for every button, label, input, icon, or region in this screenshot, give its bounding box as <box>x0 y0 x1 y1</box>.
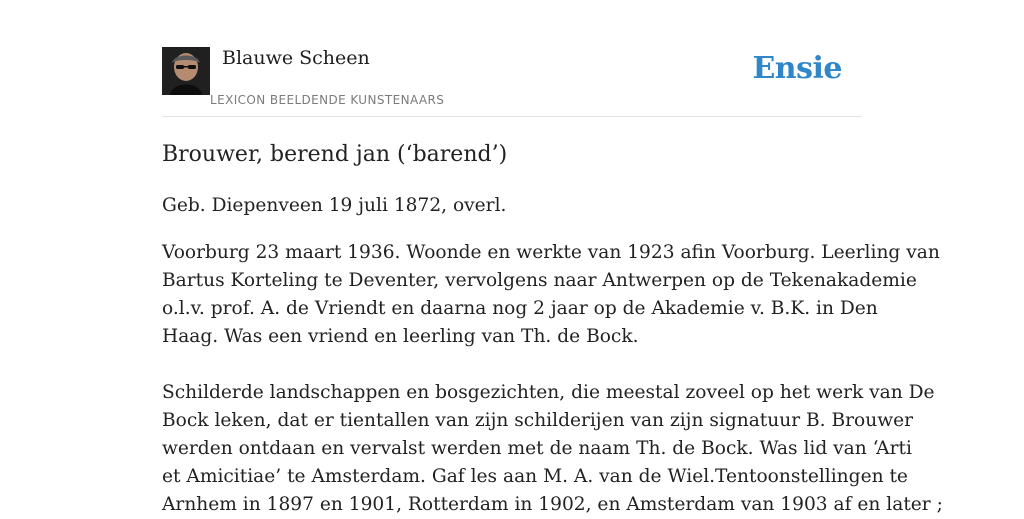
body-line: Bartus Korteling te Deventer, vervolgens naar Antwerpen op de Tekenakademie <box>162 270 917 291</box>
author-avatar[interactable] <box>162 47 210 95</box>
article-page <box>162 0 943 515</box>
author-name[interactable]: Blauwe Scheen <box>222 47 370 69</box>
body-line: o.l.v. prof. A. de Vriendt en daarna nog 2 jaar op de Akademie v. B.K. in Den <box>162 298 878 319</box>
article-body <box>162 239 943 519</box>
body-line: et Amicitiae’ te Amsterdam. Gaf les aan M. A. van de Wiel.Tentoonstellingen te <box>162 466 908 487</box>
body-line: Haag. Was een vriend en leerling van Th. de Bock. <box>162 326 639 347</box>
section-label[interactable]: LEXICON BEELDENDE KUNSTENAARS <box>210 93 445 107</box>
ensie-logo[interactable]: Ensie <box>752 51 842 86</box>
body-line: Bock leken, dat er tientallen van zijn schilderijen van zijn signatuur B. Brouwer <box>162 410 914 431</box>
article-header <box>162 0 862 117</box>
article-lead: Geb. Diepenveen 19 juli 1872, overl. <box>162 195 507 216</box>
body-line: Voorburg 23 maart 1936. Woonde en werkte van 1923 afin Voorburg. Leerling van <box>162 242 940 263</box>
body-line: werden ontdaan en vervalst werden met de naam Th. de Bock. Was lid van ‘Arti <box>162 438 912 459</box>
body-line: Schilderde landschappen en bosgezichten, die meestal zoveel op het werk van De <box>162 382 935 403</box>
article-title: Brouwer, berend jan (‘barend’) <box>162 142 508 167</box>
body-line: Arnhem in 1897 en 1901, Rotterdam in 1902, en Amsterdam van 1903 af en later ; <box>162 494 943 515</box>
paragraph-spacer <box>162 351 862 379</box>
avatar-icon <box>162 47 210 95</box>
